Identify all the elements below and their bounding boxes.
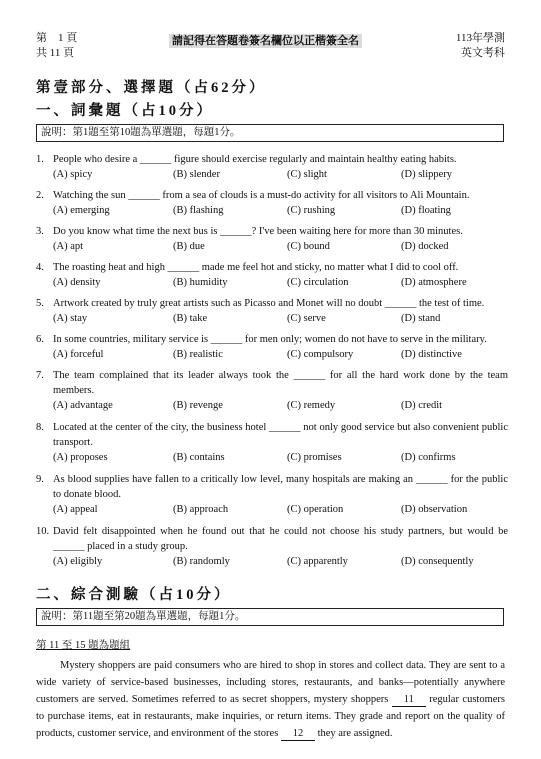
option-b[interactable]: (B) humidity bbox=[173, 277, 228, 288]
option-a[interactable]: (A) density bbox=[53, 277, 101, 288]
part1-title: 第壹部分、選擇題（占62分） bbox=[36, 80, 267, 96]
option-a[interactable]: (A) apt bbox=[53, 241, 84, 252]
question-1 bbox=[36, 152, 508, 182]
cloze-section-title: 二、綜合測驗（占10分） bbox=[36, 587, 232, 603]
option-b[interactable]: (B) realistic bbox=[173, 349, 223, 360]
question-4 bbox=[36, 260, 508, 290]
option-c[interactable]: (C) slight bbox=[287, 169, 327, 180]
option-d[interactable]: (D) observation bbox=[401, 504, 468, 515]
question-text: Do you know what time the next bus is ______? I've been waiting here for more than 30 minutes. bbox=[53, 226, 463, 237]
total-pages-line: 共 11 頁 bbox=[36, 47, 75, 59]
option-row bbox=[36, 554, 508, 569]
question-3 bbox=[36, 224, 508, 254]
question-text: David felt disappointed when he found out that he could not choose his study partners, but would be ______ placed in a study group. bbox=[53, 526, 508, 552]
vocab-instruction-box: 說明：第1題至第10題為單選題，每題1分。 bbox=[36, 124, 504, 142]
option-c[interactable]: (C) bound bbox=[287, 241, 330, 252]
option-b[interactable]: (B) revenge bbox=[173, 400, 223, 411]
question-2 bbox=[36, 188, 508, 218]
page-number bbox=[36, 31, 77, 61]
question-number: 4. bbox=[36, 262, 44, 273]
question-number: 6. bbox=[36, 334, 44, 345]
option-b[interactable]: (B) flashing bbox=[173, 205, 224, 216]
option-b[interactable]: (B) contains bbox=[173, 452, 225, 463]
question-6 bbox=[36, 332, 508, 362]
question-number: 3. bbox=[36, 226, 44, 237]
question-5 bbox=[36, 296, 508, 326]
option-a[interactable]: (A) forceful bbox=[53, 349, 104, 360]
question-7 bbox=[36, 368, 508, 413]
question-number: 1. bbox=[36, 154, 44, 165]
option-a[interactable]: (A) proposes bbox=[53, 452, 108, 463]
option-a[interactable]: (A) advantage bbox=[53, 400, 113, 411]
option-d[interactable]: (D) credit bbox=[401, 400, 443, 411]
signature-instruction: 請記得在答題卷簽名欄位以正楷簽全名 bbox=[169, 34, 362, 48]
option-b[interactable]: (B) take bbox=[173, 313, 208, 324]
exam-name: 113年學測 bbox=[455, 32, 505, 44]
question-stem bbox=[36, 296, 508, 311]
question-number: 7. bbox=[36, 370, 44, 381]
option-a[interactable]: (A) appeal bbox=[53, 504, 98, 515]
option-b[interactable]: (B) due bbox=[173, 241, 205, 252]
option-c[interactable]: (C) apparently bbox=[287, 556, 348, 567]
question-text: The roasting heat and high ______ made me feel hot and sticky, no matter what I did to cool off. bbox=[53, 262, 459, 273]
question-stem bbox=[36, 224, 508, 239]
option-a[interactable]: (A) stay bbox=[53, 313, 88, 324]
question-stem bbox=[36, 188, 508, 203]
option-b[interactable]: (B) randomly bbox=[173, 556, 230, 567]
question-text: Watching the sun ______ from a sea of clouds is a must-do activity for all visitors to Ali Mountain. bbox=[53, 190, 470, 201]
option-d[interactable]: (D) slippery bbox=[401, 169, 453, 180]
option-c[interactable]: (C) operation bbox=[287, 504, 344, 515]
cloze-instruction-box: 說明：第11題至第20題為單選題，每題1分。 bbox=[36, 608, 504, 626]
question-10 bbox=[36, 524, 508, 569]
question-group-label: 第 11 至 15 題為題組 bbox=[36, 640, 131, 651]
option-c[interactable]: (C) compulsory bbox=[287, 349, 354, 360]
question-8 bbox=[36, 420, 508, 465]
option-d[interactable]: (D) consequently bbox=[401, 556, 474, 567]
option-b[interactable]: (B) approach bbox=[173, 504, 229, 515]
option-row bbox=[36, 239, 508, 254]
option-d[interactable]: (D) confirms bbox=[401, 452, 456, 463]
question-text: People who desire a ______ figure should exercise regularly and maintain healthy eating habits. bbox=[53, 154, 457, 165]
blank-12: 12 bbox=[281, 728, 315, 741]
option-c[interactable]: (C) serve bbox=[287, 313, 326, 324]
option-a[interactable]: (A) emerging bbox=[53, 205, 110, 216]
option-a[interactable]: (A) spicy bbox=[53, 169, 93, 180]
option-d[interactable]: (D) stand bbox=[401, 313, 441, 324]
passage-text-1: Mystery shoppers are paid consumers who are hired to shop in stores and collect data. They are sent to a wide variety of service-based businesses, including stores, restaurants, and banks—potentially anywhere customers are served. Sometimes referred to as secret shoppers, mystery shoppers bbox=[36, 660, 505, 705]
option-row bbox=[36, 398, 508, 413]
passage-text-3: they are assigned. bbox=[314, 728, 393, 739]
question-number: 5. bbox=[36, 298, 44, 309]
question-stem bbox=[36, 420, 508, 450]
option-a[interactable]: (A) eligibly bbox=[53, 556, 103, 567]
question-text: In some countries, military service is ______ for men only; women do not have to serve in the military. bbox=[53, 334, 487, 345]
exam-info bbox=[456, 31, 505, 61]
vocab-section-title: 一、詞彙題（占10分） bbox=[36, 103, 214, 119]
option-c[interactable]: (C) remedy bbox=[287, 400, 336, 411]
subject-name: 英文考科 bbox=[461, 47, 505, 59]
option-c[interactable]: (C) rushing bbox=[287, 205, 336, 216]
option-d[interactable]: (D) atmosphere bbox=[401, 277, 467, 288]
option-d[interactable]: (D) floating bbox=[401, 205, 451, 216]
option-c[interactable]: (C) promises bbox=[287, 452, 342, 463]
passage-text-2: regular customers to purchase items, eat in restaurants, make inquiries, or return items. They grade and report on the quality of products, customer service, and environment of the stores bbox=[36, 694, 505, 739]
question-text: Artwork created by truly great artists such as Picasso and Monet will no doubt ______ the test of time. bbox=[53, 298, 485, 309]
question-stem bbox=[36, 368, 508, 398]
option-c[interactable]: (C) circulation bbox=[287, 277, 349, 288]
question-stem bbox=[36, 524, 508, 554]
question-stem bbox=[36, 472, 508, 502]
question-text: Located at the center of the city, the business hotel ______ not only good service but also convenient public transport. bbox=[53, 422, 508, 448]
option-row bbox=[36, 203, 508, 218]
question-number: 10. bbox=[36, 526, 50, 537]
option-d[interactable]: (D) distinctive bbox=[401, 349, 462, 360]
question-number: 2. bbox=[36, 190, 44, 201]
option-b[interactable]: (B) slender bbox=[173, 169, 220, 180]
option-row bbox=[36, 450, 508, 465]
option-row bbox=[36, 167, 508, 182]
option-row bbox=[36, 347, 508, 362]
option-row bbox=[36, 502, 508, 517]
option-d[interactable]: (D) docked bbox=[401, 241, 449, 252]
blank-11: 11 bbox=[392, 694, 426, 707]
question-number: 8. bbox=[36, 422, 44, 433]
option-row bbox=[36, 275, 508, 290]
passage bbox=[36, 657, 505, 742]
page-number-line: 第 1 頁 bbox=[36, 32, 78, 44]
question-text: The team complained that its leader always took the ______ for all the hard work done by the team members. bbox=[53, 370, 508, 396]
question-stem bbox=[36, 332, 508, 347]
option-row bbox=[36, 311, 508, 326]
question-text: As blood supplies have fallen to a critically low level, many hospitals are making an ______ for the public to donate blood. bbox=[53, 474, 508, 500]
question-number: 9. bbox=[36, 474, 44, 485]
question-9 bbox=[36, 472, 508, 517]
question-stem bbox=[36, 152, 508, 167]
question-stem bbox=[36, 260, 508, 275]
